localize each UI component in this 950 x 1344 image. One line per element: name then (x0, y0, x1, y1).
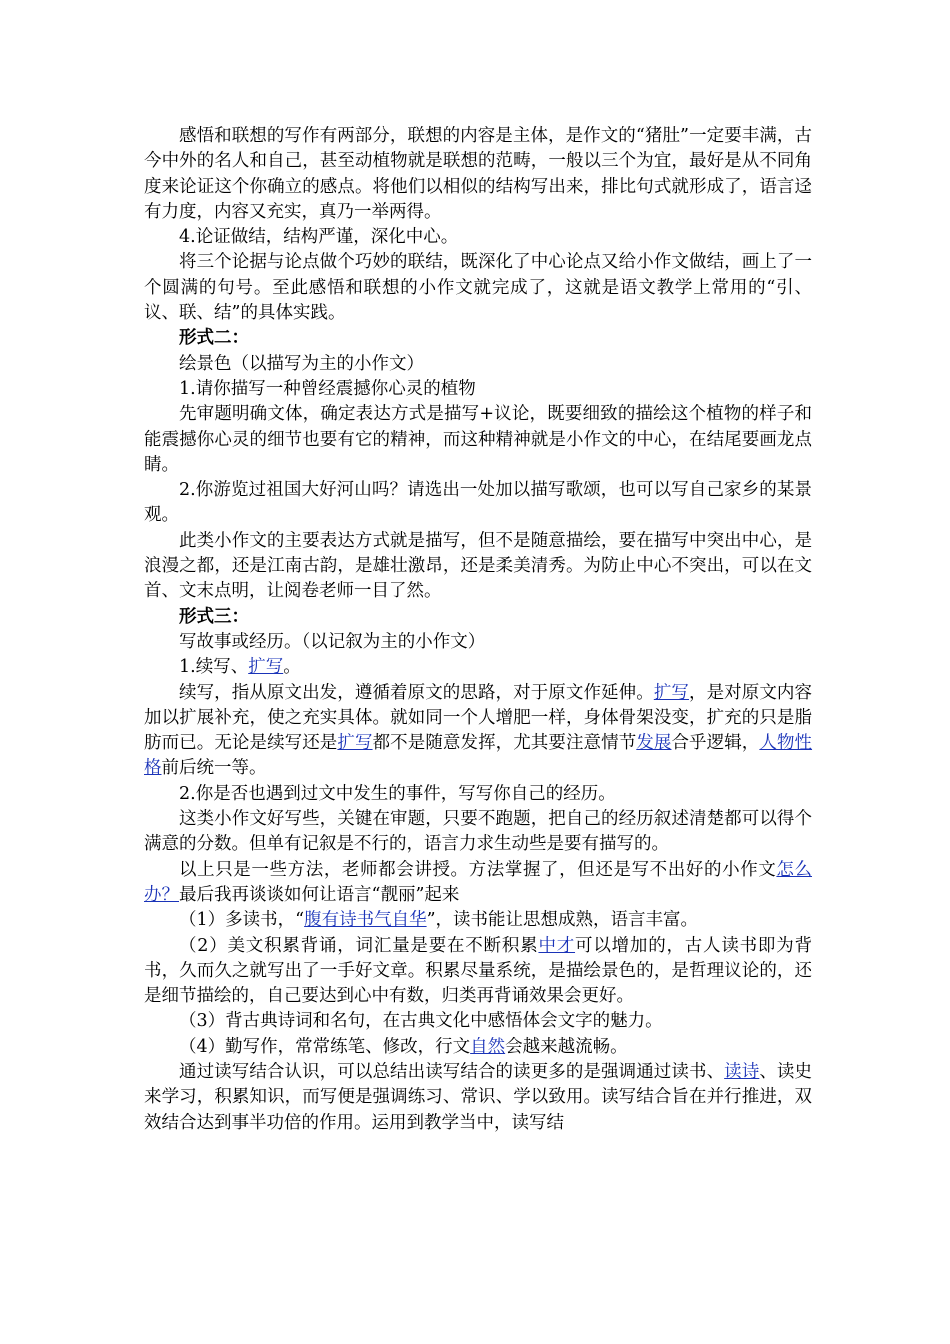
text-run: （3）背古典诗词和名句，在古典文化中感悟体会文字的魅力。 (179, 1011, 663, 1032)
paragraph (144, 225, 812, 250)
link-renwu-xingge[interactable]: 人物性格 (144, 733, 813, 779)
paragraph (144, 858, 812, 909)
text-run: 前后统一等。 (161, 758, 267, 779)
text-run: 此类小作文的主要表达方式就是描写，但不是随意描绘，要在描写中突出中心，是浪漫之都，还是江南古韵，是雄壮激昂，还是柔美清秀。为防止中心不突出，可以在文首、文末点明，让阅卷老师一目了然。 (144, 530, 812, 602)
link-zhongcai[interactable]: 中才 (538, 935, 576, 956)
text-run: （2）美文积累背诵，词汇量是要在不断积累 (179, 935, 539, 956)
link-dushi[interactable]: 读诗 (724, 1061, 760, 1082)
paragraph (144, 807, 812, 858)
section-heading (144, 605, 812, 630)
paragraph (144, 529, 812, 605)
text-run: 2.你是否也遇到过文中发生的事件，写写你自己的经历。 (179, 783, 616, 804)
document-page (144, 124, 812, 1136)
text-run: 1.请你描写一种曾经震撼你心灵的植物 (179, 378, 476, 399)
paragraph (144, 630, 812, 655)
text-run: ，是对原文内容加以扩展补充，使之充实具体。就如同一个人增肥一样，身体骨架没变，扩充的只是脂肪而已。无论是续写还是 (144, 682, 812, 754)
text-run: 都不是随意发挥，尤其要注意情节 (372, 733, 637, 754)
text-run: 将三个论据与论点做个巧妙的联结，既深化了中心论点又给小作文做结，画上了一个圆满的句号。至此感悟和联想的小作文就完成了，这就是语文教学上常用的“引、议、联、结”的具体实践。 (144, 252, 812, 324)
link-fazhan[interactable]: 发展 (636, 733, 672, 754)
text-run: 这类小作文好写些，关键在审题，只要不跑题，把自己的经历叙述清楚都可以得个满意的分数。但单有记叙是不行的，语言力求生动些是要有描写的。 (144, 809, 812, 855)
paragraph (144, 1009, 812, 1034)
paragraph (144, 402, 812, 478)
link-zenmeban[interactable]: 怎么办？ (144, 859, 813, 905)
paragraph (144, 934, 812, 1010)
paragraph (144, 478, 812, 529)
paragraph (144, 782, 812, 807)
paragraph (144, 681, 812, 782)
text-run: 形式二： (179, 328, 249, 349)
text-run: 绘景色（以描写为主的小作文） (179, 353, 424, 374)
link-kuoxie-1[interactable]: 扩写 (248, 657, 284, 678)
paragraph (144, 655, 812, 680)
text-run: 4.论证做结，结构严谨，深化中心。 (179, 227, 459, 248)
text-run: （4）勤写作，常常练笔、修改，行文 (179, 1036, 471, 1057)
section-heading (144, 326, 812, 351)
paragraph (144, 352, 812, 377)
text-run: 会越来越流畅。 (505, 1036, 628, 1057)
text-run: 最后我再谈谈如何让语言“靓丽”起来 (179, 884, 460, 905)
paragraph (144, 1035, 812, 1060)
text-run: 以上只是一些方法，老师都会讲授。方法掌握了，但还是写不出好的小作文 (179, 859, 777, 880)
paragraph (144, 908, 812, 933)
text-run: 通过读写结合认识，可以总结出读写结合的读更多的是强调通过读书、 (179, 1061, 725, 1082)
text-run: 。 (283, 657, 301, 678)
link-kuoxie-3[interactable]: 扩写 (337, 733, 373, 754)
link-fuyou-shishu[interactable]: 腹有诗书气自华 (304, 910, 427, 931)
link-ziran[interactable]: 自然 (470, 1036, 506, 1057)
paragraph (144, 250, 812, 326)
text-run: 写故事或经历。（以记叙为主的小作文） (179, 631, 486, 652)
paragraph (144, 1060, 812, 1136)
text-run: 、读史来学习，积累知识，而写便是强调练习、常识、学以致用。读写结合旨在并行推进，双效结合达到事半功倍的作用。运用到教学当中，读写结 (144, 1061, 812, 1133)
text-run: 感悟和联想的写作有两部分，联想的内容是主体，是作文的“猪肚”一定要丰满，古今中外的名人和自己，甚至动植物就是联想的范畴，一般以三个为宜，最好是从不同角度来论证这个你确立的感点。将他们以相似的结构写出来，排比句式就形成了，语言迳有力度，内容又充实，真乃一举两得。 (144, 126, 812, 222)
text-run: 可以增加的，古人读书即为背书，久而久之就写出了一手好文章。积累尽量系统，是描绘景色的，是哲理议论的，还是细节描绘的，自己要达到心中有数，归类再背诵效果会更好。 (144, 935, 813, 1007)
link-kuoxie-2[interactable]: 扩写 (653, 682, 689, 703)
text-run: 续写，指从原文出发，遵循着原文的思路，对于原文作延伸。 (179, 682, 654, 703)
text-run: 合乎逻辑， (671, 733, 760, 754)
text-run: 1.续写、 (179, 657, 249, 678)
text-run: 先审题明确文体，确定表达方式是描写+议论，既要细致的描绘这个植物的样子和能震撼你心灵的细节也要有它的精神，而这种精神就是小作文的中心，在结尾要画龙点睛。 (144, 404, 812, 475)
text-run: 形式三： (179, 606, 249, 627)
text-run: ”，读书能让思想成熟，语言丰富。 (426, 910, 699, 931)
text-run: 2.你游览过祖国大好河山吗？请选出一处加以描写歌颂，也可以写自己家乡的某景观。 (144, 480, 812, 526)
paragraph (144, 377, 812, 402)
text-run: （1）多读书，“ (179, 910, 305, 931)
paragraph (144, 124, 812, 225)
